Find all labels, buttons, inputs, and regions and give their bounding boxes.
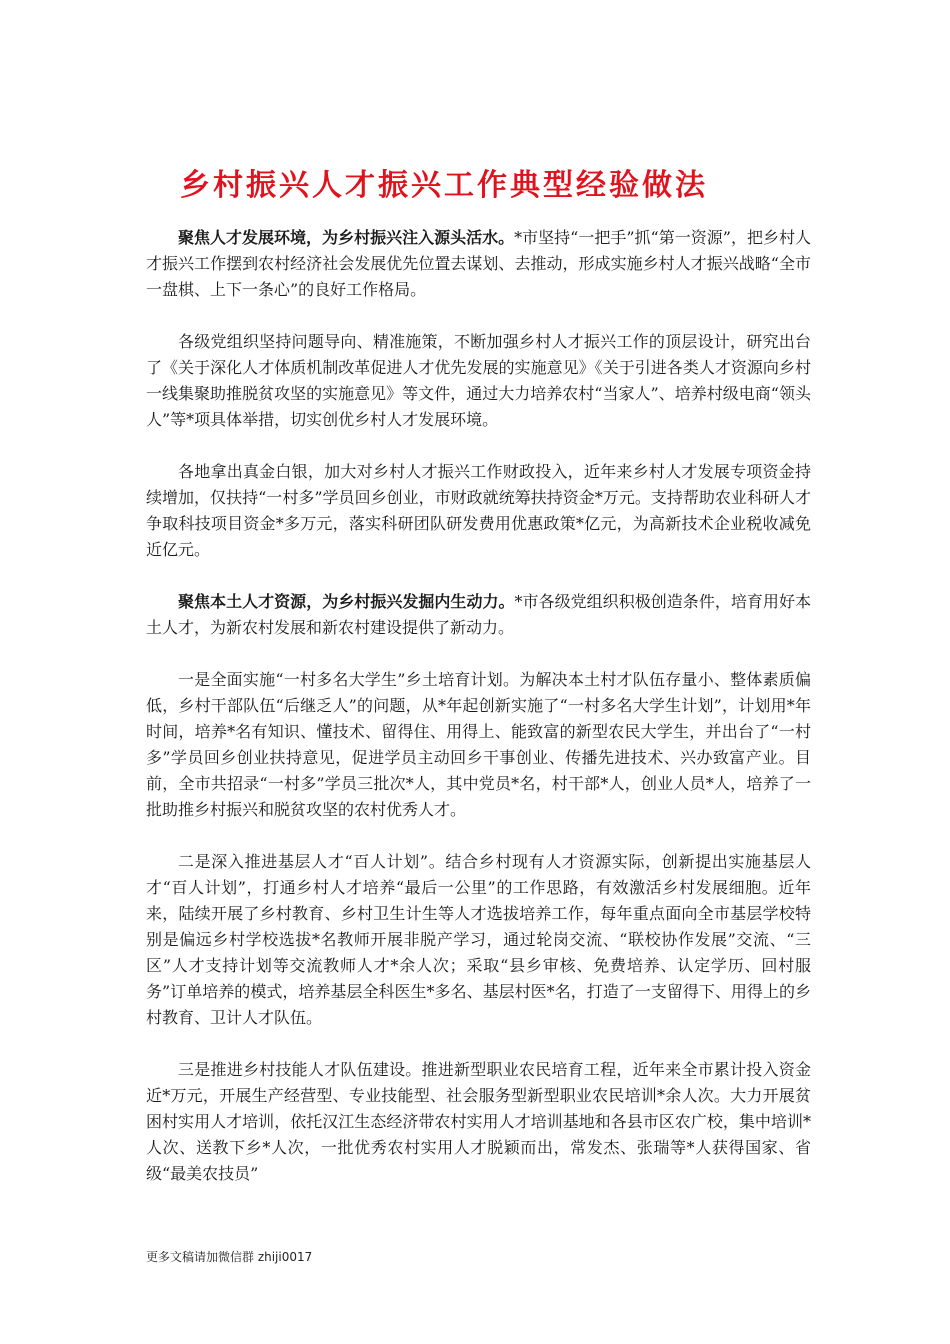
footer-note: 更多文稿请加微信群 zhiji0017 bbox=[146, 1250, 313, 1264]
paragraph-lead: 聚焦本土人才资源，为乡村振兴发掘内生动力。 bbox=[178, 592, 515, 611]
document-body bbox=[146, 225, 811, 1213]
paragraph-local-talent bbox=[146, 589, 811, 641]
paragraph-college-plan bbox=[146, 667, 811, 823]
paragraph-text: 各地拿出真金白银，加大对乡村人才振兴工作财政投入，近年来乡村人才发展专项资金持续增加，仅扶持“一村多”学员回乡创业，市财政就统筹扶持资金*万元。支持帮助农业科研人才争取科技项目资金*多万元，落实科研团队研发费用优惠政策*亿元，为高新技术企业税收减免近亿元。 bbox=[146, 462, 811, 559]
paragraph-text: 二是深入推进基层人才“百人计划”。结合乡村现有人才资源实际，创新提出实施基层人才“百人计划”，打通乡村人才培养“最后一公里”的工作思路，有效激活乡村发展细胞。近年来，陆续开展了乡村教育、乡村卫生计生等人才选拔培养工作，每年重点面向全市基层学校特别是偏远乡村学校选拔*名教师开展非脱产学习，通过轮岗交流、“联校协作发展”交流、“三区”人才支持计划等交流教师人才*余人次；采取“县乡审核、免费培养、认定学历、回村服务”订单培养的模式，培养基层全科医生*多名、基层村医*名，打造了一支留得下、用得上的乡村教育、卫计人才队伍。 bbox=[146, 852, 811, 1027]
paragraph-text: *市坚持“一把手”抓“第一资源”，把乡村人才振兴工作摆到农村经济社会发展优先位置去谋划、去推动，形成实施乡村人才振兴战略“全市一盘棋、上下一条心”的良好工作格局。 bbox=[146, 228, 811, 299]
paragraph-top-design bbox=[146, 329, 811, 433]
paragraph-text: *市各级党组织积极创造条件，培育用好本土人才，为新农村发展和新农村建设提供了新动力。 bbox=[146, 592, 811, 637]
paragraph-lead: 聚焦人才发展环境，为乡村振兴注入源头活水。 bbox=[178, 228, 515, 247]
paragraph-environment bbox=[146, 225, 811, 303]
document-title: 乡村振兴人才振兴工作典型经验做法 bbox=[180, 168, 708, 203]
paragraph-funding bbox=[146, 459, 811, 563]
paragraph-text: 一是全面实施“一村多名大学生”乡土培育计划。为解决本土村才队伍存量小、整体素质偏低，乡村干部队伍“后继乏人”的问题，从*年起创新实施了“一村多名大学生计划”，计划用*年时间，培养*名有知识、懂技术、留得住、用得上、能致富的新型农民大学生，并出台了“一村多”学员回乡创业扶持意见，促进学员主动回乡干事创业、传播先进技术、兴办致富产业。目前，全市共招录“一村多”学员三批次*人，其中党员*名，村干部*人，创业人员*人，培养了一批助推乡村振兴和脱贫攻坚的农村优秀人才。 bbox=[146, 670, 811, 819]
paragraph-text: 各级党组织坚持问题导向、精准施策，不断加强乡村人才振兴工作的顶层设计，研究出台了《关于深化人才体质机制改革促进人才优先发展的实施意见》《关于引进各类人才资源向乡村一线集聚助推脱贫攻坚的实施意见》等文件，通过大力培养农村“当家人”、培养村级电商“领头人”等*项具体举措，切实创优乡村人才发展环境。 bbox=[146, 332, 811, 429]
paragraph-text: 三是推进乡村技能人才队伍建设。推进新型职业农民培育工程，近年来全市累计投入资金近*万元，开展生产经营型、专业技能型、社会服务型新型职业农民培训*余人次。大力开展贫困村实用人才培训，依托汉江生态经济带农村实用人才培训基地和各县市区农广校，集中培训*人次、送教下乡*人次，一批优秀农村实用人才脱颖而出，常发杰、张瑞等*人获得国家、省级“最美农技员” bbox=[146, 1060, 811, 1183]
paragraph-skills-team bbox=[146, 1057, 811, 1187]
paragraph-hundred-plan bbox=[146, 849, 811, 1031]
